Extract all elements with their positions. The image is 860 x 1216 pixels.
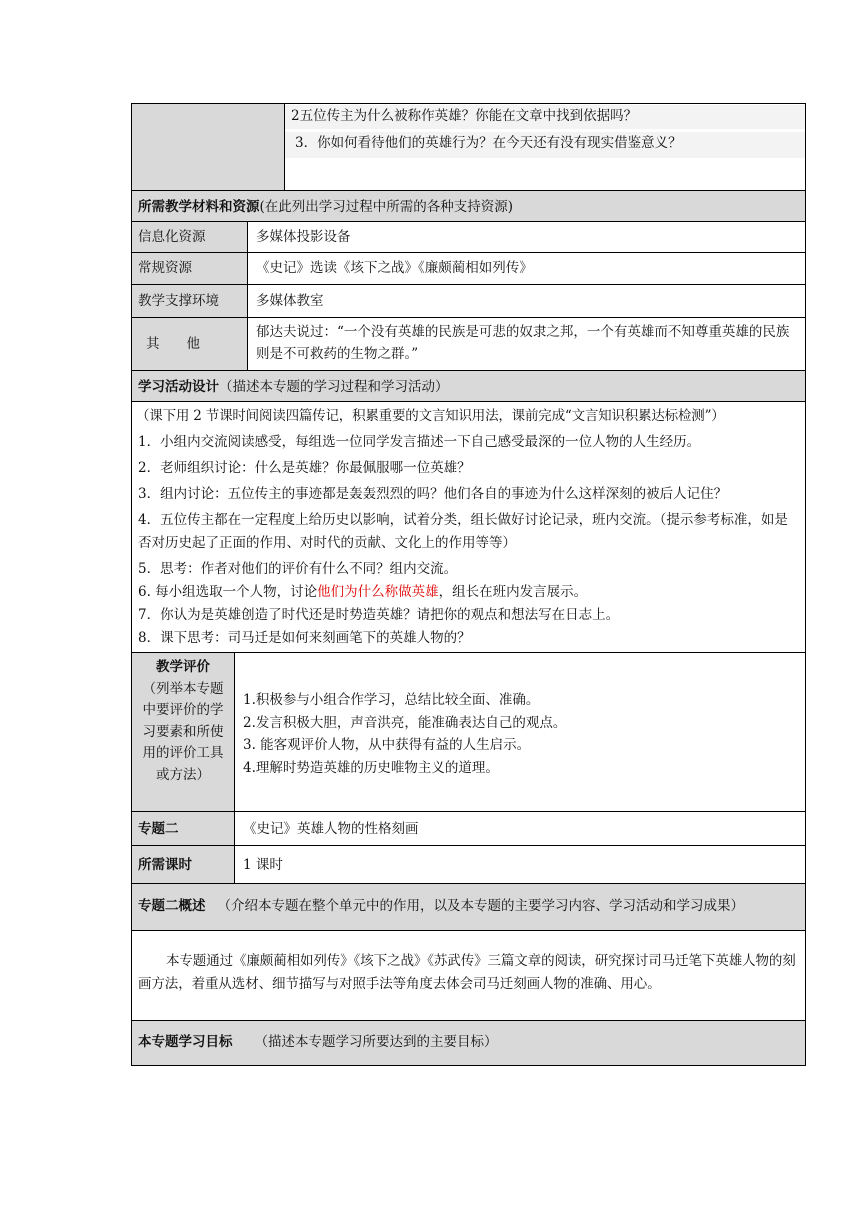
materials-note: (在此列出学习过程中所需的各种支持资源) [259,199,514,215]
topic2-label: 专题二 [132,812,235,845]
materials-value: 多媒体教室 [256,293,324,309]
materials-label: 其 他 [132,318,248,370]
activity-item: 4．五位传主都在一定程度上给历史以影响，试着分类，组长做好讨论记录，班内交流。（提示参考标准，如是否对历史起了正面的作用、对时代的贡献、文化上的作用等等） [138,512,788,551]
materials-row-regular [131,253,806,285]
activity-item-6-text: 6. 每小组选取一个人物，讨论 [138,584,318,600]
topic2-overview-title: 专题二概述 [138,898,206,914]
materials-row-info [131,222,806,253]
materials-row-environment [131,285,806,318]
activities-intro: （课下用 2 节课时间阅读四篇传记，积累重要的文言知识用法，课前完成“文言知识积累达标检测”） [136,408,725,424]
evaluation-item: 3. 能客观评价人物，从中获得有益的人生启示。 [243,737,531,753]
topic2-overview-note: （介绍本专题在整个单元中的作用，以及本专题的主要学习内容、学习活动和学习成果） [217,898,744,914]
questions-label-cell [132,104,285,190]
evaluation-item: 1.积极参与小组合作学习，总结比较全面、准确。 [243,692,540,708]
materials-label: 信息化资源 [132,222,248,252]
activity-item: 3．组内讨论：五位传主的事迹都是轰轰烈烈的吗？他们各自的事迹为什么这样深刻的被后人记住？ [138,486,728,502]
materials-value: 多媒体投影设备 [256,229,351,245]
activity-item-6 [132,581,805,604]
evaluation-item: 2.发言积极大胆，声音洪亮，能准确表达自己的观点。 [243,714,567,731]
activities-note: （描述本专题的学习过程和学习活动） [219,379,449,395]
topic2-overview-header [132,884,805,930]
materials-value: 《史记》选读《垓下之战》《廉颇蔺相如列传》 [256,260,533,276]
topic2-hours-label: 所需课时 [132,846,235,883]
topic2-overview-body-row [131,931,806,1021]
topic2-goals-header-row [131,1021,806,1066]
materials-value: 郁达夫说过：“一个没有英雄的民族是可悲的奴隶之邦，一个有英雄而不知尊重英雄的民族则是不可救药的生物之群。” [256,324,790,362]
materials-title: 所需教学材料和资源 [138,199,260,215]
topic2-hours-row [131,846,806,884]
materials-row-other [131,318,806,371]
topic2-overview-text: 本专题通过《廉颇蔺相如列传》《垓下之战》《苏武传》三篇文章的阅读，研究探讨司马迁笔下英雄人物的刻画方法，着重从选材、细节描写与对照手法等角度去体会司马迁刻画人物的准确、用心。 [138,953,796,992]
activity-item: 2．老师组织讨论：什么是英雄？你最佩服哪一位英雄？ [138,460,471,476]
activity-item: 1．小组内交流阅读感受，每组选一位同学发言描述一下自己感受最深的一位人物的人生经历。 [138,434,701,450]
activities-header-row [131,371,806,402]
evaluation-row [131,653,806,812]
evaluation-item: 4.理解时势造英雄的历史唯物主义的道理。 [243,759,499,776]
topic2-overview-header-row [131,884,806,931]
activities-body [131,402,806,653]
questions-row [131,103,806,191]
materials-header-row [131,191,806,222]
topic2-goals-header [132,1021,805,1065]
evaluation-title: 教学评价 [156,659,210,675]
topic2-goals-title: 本专题学习目标 [138,1034,233,1050]
activities-header [132,371,805,401]
activity-item: 7．你认为是英雄创造了时代还是时势造英雄？请把你的观点和想法写在日志上。 [138,607,620,623]
activity-item: 5．思考：作者对他们的评价有什么不同？组内交流。 [138,561,458,577]
activity-item-6-text-end: ，组长在班内发言展示。 [438,584,588,600]
question-3: 3．你如何看待他们的英雄行为？在今天还有没有现实借鉴意义？ [285,132,805,158]
materials-header [132,191,805,221]
topic2-value: 《史记》英雄人物的性格刻画 [243,821,419,837]
topic2-row [131,812,806,846]
activity-item-6-highlight: 他们为什么称做英雄 [317,584,439,600]
question-2: 2五位传主为什么被称作英雄？你能在文章中找到依据吗？ [285,105,805,130]
activities-title: 学习活动设计 [138,379,219,395]
materials-label: 常规资源 [132,253,248,284]
evaluation-note: （列举本专题中要评价的学习要素和所使用的评价工具或方法） [142,680,224,783]
topic2-goals-note: （描述本专题学习所要达到的主要目标） [254,1034,498,1050]
lesson-plan-table [131,103,806,1066]
topic2-hours-value: 1 课时 [243,857,283,873]
evaluation-items [235,653,805,811]
evaluation-label [132,653,235,811]
activity-item: 8．课下思考：司马迁是如何来刻画笔下的英雄人物的？ [138,630,471,646]
materials-label: 教学支撑环境 [132,285,248,317]
